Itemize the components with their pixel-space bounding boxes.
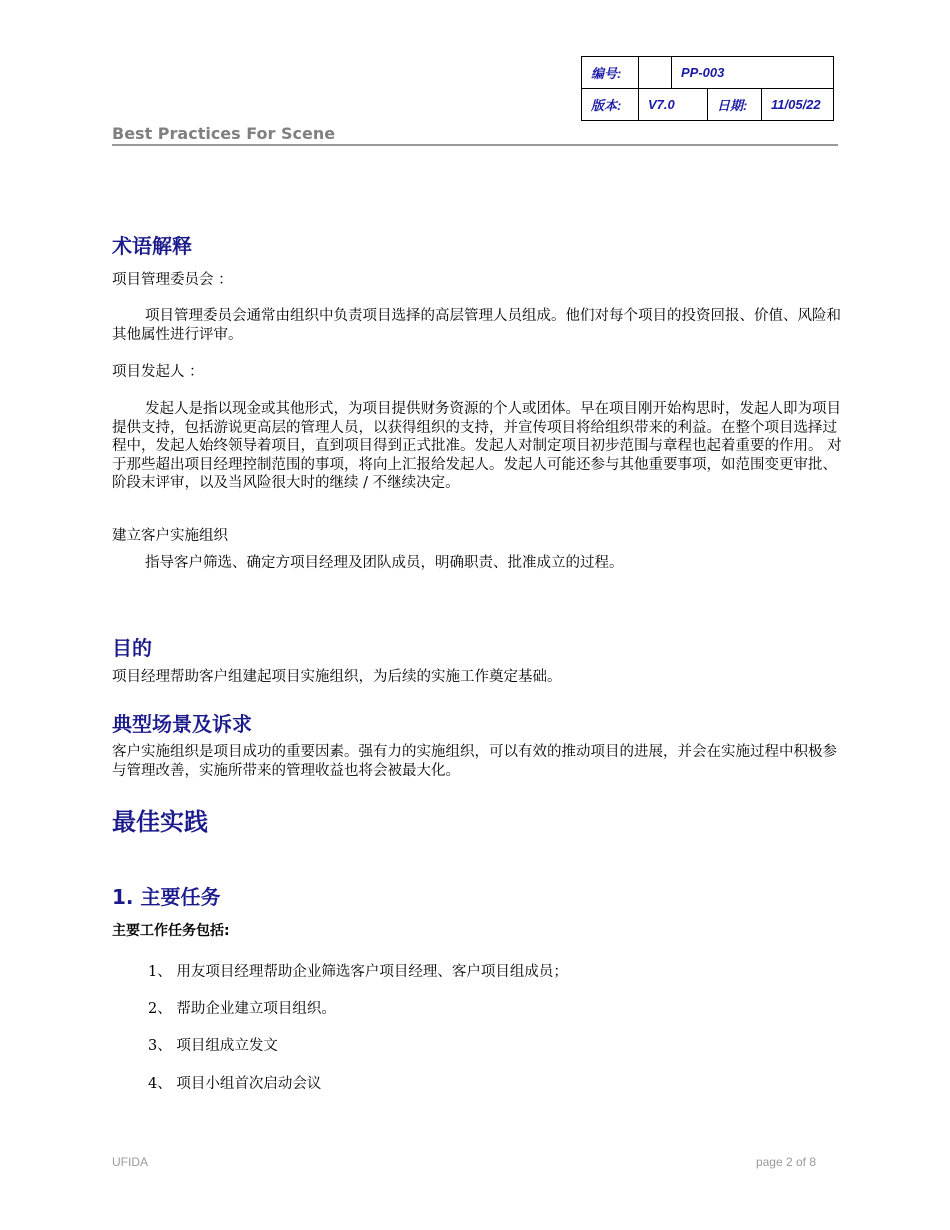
purpose-heading: 目的 (112, 636, 152, 660)
date-label: 日期: (708, 89, 762, 121)
org-label: 建立客户实施组织 (112, 528, 228, 544)
document-header-title: Best Practices For Scene (112, 124, 336, 143)
document-meta-table (581, 56, 834, 121)
number-label: 编号: (582, 57, 639, 89)
purpose-text: 项目经理帮助客户组建起项目实施组织，为后续的实施工作奠定基础。 (112, 669, 562, 685)
org-text: 指导客户筛选、确定方项目经理及团队成员，明确职责、批准成立的过程。 (145, 555, 624, 571)
tasks-heading: 1. 主要任务 (112, 885, 221, 909)
task-item: 1、 用友项目经理帮助企业筛选客户项目经理、客户项目组成员； (148, 964, 568, 980)
footer-page-number: page 2 of 8 (755, 1155, 816, 1169)
task-item: 4、 项目小组首次启动会议 (148, 1076, 322, 1092)
version-value: V7.0 (639, 89, 708, 121)
task-item: 3、 项目组成立发文 (148, 1038, 278, 1054)
tasks-intro: 主要工作任务包括: (112, 923, 230, 939)
footer-company: UFIDA (112, 1155, 148, 1169)
committee-text: 项目管理委员会通常由组织中负责项目选择的高层管理人员组成。他们对每个项目的投资回报、价值、风险和其他属性进行评审。 (112, 308, 841, 343)
version-label: 版本: (582, 89, 639, 121)
number-value: PP-003 (672, 57, 834, 89)
sponsor-text: 发起人是指以现金或其他形式，为项目提供财务资源的个人或团体。早在项目刚开始构思时，发起人即为项目提供支持，包括游说更高层的管理人员，以获得组织的支持，并宣传项目将给组织带来的利益。在整个项目选择过程中，发起人始终领导着项目，直到项目得到正式批准。发起人对制定项目初步范围与章程也起着重要的作用。 对于那些超出项目经理控制范围的事项，将向上汇报给发起人。发起人可能还参与其他重要事项，如范围变更审批、阶段末评审，以及当风险很大时的继续 / 不继续决定。 (112, 401, 842, 491)
date-value: 11/05/22 (762, 89, 834, 121)
scenario-heading: 典型场景及诉求 (112, 712, 252, 736)
scenario-text: 客户实施组织是项目成功的重要因素。强有力的实施组织，可以有效的推动项目的进展，并会在实施过程中积极参与管理改善，实施所带来的管理收益也将会被最大化。 (112, 744, 837, 779)
best-practice-heading: 最佳实践 (112, 808, 208, 836)
task-item: 2、 帮助企业建立项目组织。 (148, 1001, 336, 1017)
sponsor-label: 项目发起人 ： (112, 364, 204, 380)
header-divider (112, 144, 838, 146)
committee-label: 项目管理委员会 ： (112, 272, 233, 288)
terms-heading: 术语解释 (112, 234, 192, 258)
